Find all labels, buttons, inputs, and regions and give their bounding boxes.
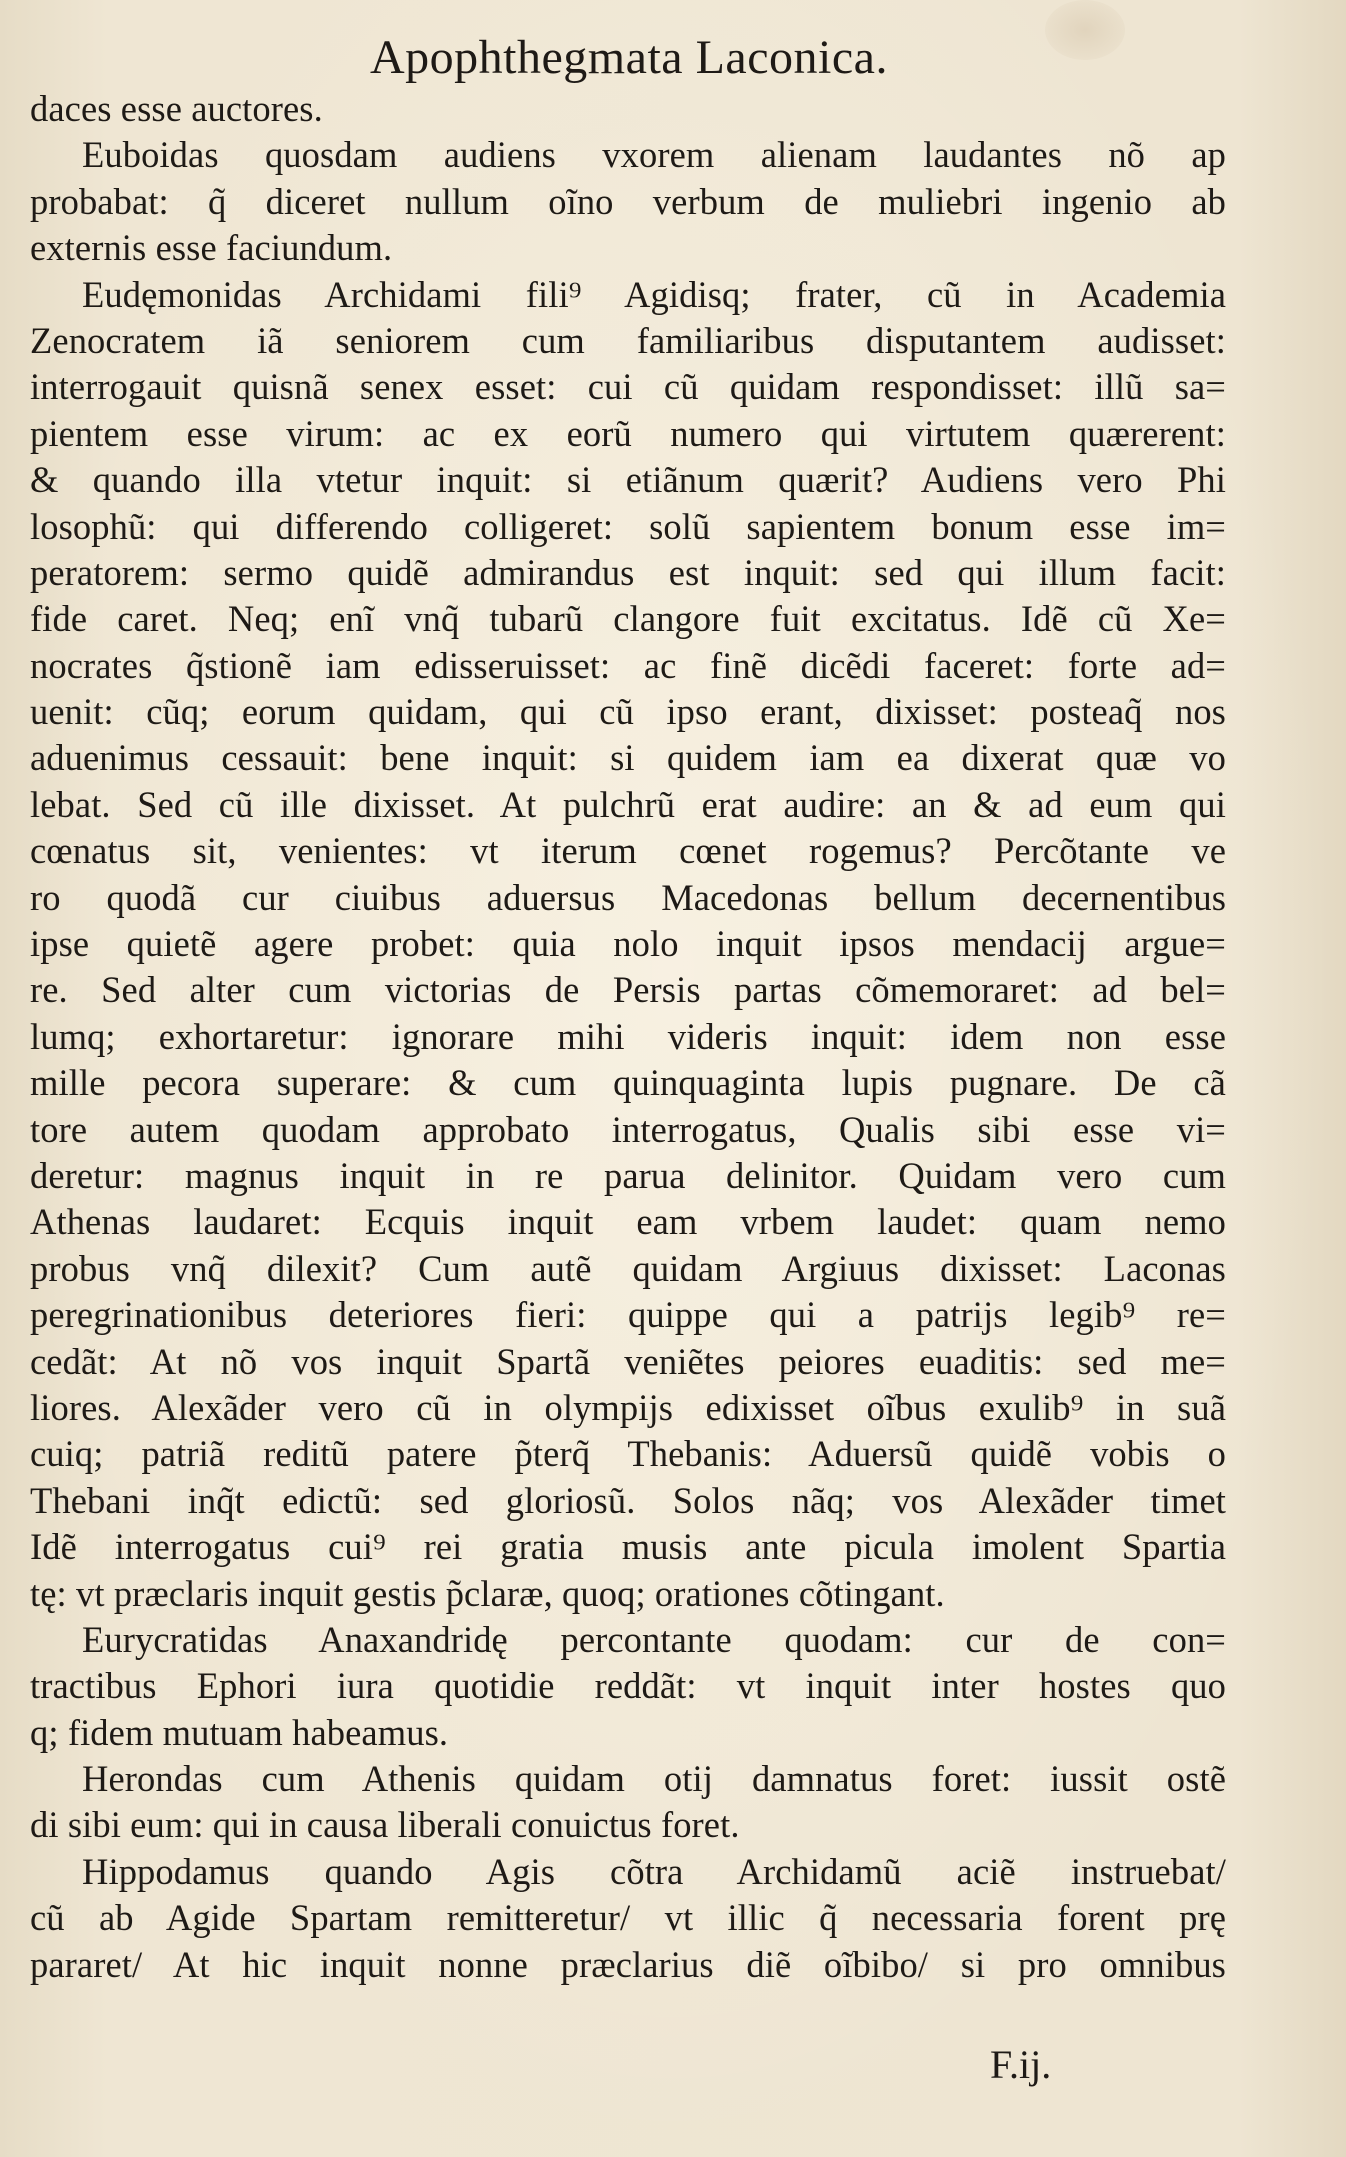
text-line: pientem esse virum: ac ex eorũ numero qui virtutem quærerent: <box>30 412 1226 454</box>
signature-mark: F.ij. <box>990 2042 1052 2087</box>
text-line: cœnatus sit, venientes: vt iterum cœnet rogemus? Percõtante ve <box>30 830 1226 872</box>
text-line: daces esse auctores. <box>30 88 323 129</box>
text-line: re. Sed alter cum victorias de Persis partas cõmemoraret: ad bel= <box>30 969 1226 1011</box>
text-line: externis esse faciundum. <box>30 227 393 269</box>
text-line: Herondas cum Athenis quidam otij damnatus foret: iussit ostẽ <box>82 1758 1226 1800</box>
running-head: Apophthegmata Laconica. <box>370 31 888 84</box>
text-line: Hippodamus quando Agis cõtra Archidamũ aciẽ instruebat/ <box>82 1850 1226 1892</box>
text-line: Thebani inq̃t edictũ: sed gloriosũ. Solos nãq; vos Alexãder timet <box>30 1479 1226 1521</box>
text-line: nocrates q̃stionẽ iam edisseruisset: ac finẽ dicẽdi faceret: forte ad= <box>30 644 1226 686</box>
text-line: Idẽ interrogatus cui⁹ rei gratia musis ante picula imolent Spartia <box>30 1526 1226 1568</box>
text-line: tore autem quodam approbato interrogatus, Qualis sibi esse vi= <box>30 1108 1226 1150</box>
text-line: liores. Alexãder vero cũ in olympijs edixisset oĩbus exulib⁹ in suã <box>30 1386 1226 1428</box>
text-line: tę: vt præclaris inquit gestis p̃claræ, quoq; orationes cõtingant. <box>30 1572 945 1614</box>
text-line: cuiq; patriã reditũ patere p̃terq̃ Thebanis: Aduersũ quidẽ vobis o <box>30 1433 1226 1475</box>
text-line: Athenas laudaret: Ecquis inquit eam vrbem laudet: quam nemo <box>30 1201 1226 1243</box>
paper-stain <box>1045 0 1125 60</box>
text-line: & quando illa vtetur inquit: si etiãnum quærit? Audiens vero Phi <box>30 459 1226 501</box>
text-line: q; fidem mutuam habeamus. <box>30 1711 449 1753</box>
text-line: tractibus Ephori iura quotidie reddãt: vt inquit inter hostes quo <box>30 1665 1226 1707</box>
text-line: Zenocratem iã seniorem cum familiaribus disputantem audisset: <box>30 319 1226 361</box>
text-line: fide caret. Neq; enĩ vnq̃ tubarũ clangore fuit excitatus. Idẽ cũ Xe= <box>30 598 1226 640</box>
text-line: interrogauit quisnã senex esset: cui cũ quidam respondisset: illũ sa= <box>30 366 1226 408</box>
text-line: Euboidas quosdam audiens vxorem alienam laudantes nõ ap <box>82 134 1226 176</box>
text-line: pararet/ At hic inquit nonne præclarius diẽ oĩbibo/ si pro omnibus <box>30 1943 1226 1985</box>
text-line: peratorem: sermo quidẽ admirandus est inquit: sed qui illum facit: <box>30 551 1226 593</box>
text-line: cedãt: At nõ vos inquit Spartã veniẽtes peiores euaditis: sed me= <box>30 1340 1226 1382</box>
text-line: deretur: magnus inquit in re parua delinitor. Quidam vero cum <box>30 1154 1226 1196</box>
text-line: Eudęmonidas Archidami fili⁹ Agidisq; frater, cũ in Academia <box>82 273 1226 315</box>
text-line: lumq; exhortaretur: ignorare mihi videris inquit: idem non esse <box>30 1015 1226 1057</box>
text-line: losophũ: qui differendo colligeret: solũ sapientem bonum esse im= <box>30 505 1226 547</box>
text-line: di sibi eum: qui in causa liberali conuictus foret. <box>30 1804 740 1846</box>
text-line: probus vnq̃ dilexit? Cum autẽ quidam Argiuus dixisset: Laconas <box>30 1247 1226 1289</box>
text-line: cũ ab Agide Spartam remitteretur/ vt illic q̃ necessaria forent prę <box>30 1897 1226 1939</box>
text-line: peregrinationibus deteriores fieri: quippe qui a patrijs legib⁹ re= <box>30 1294 1226 1336</box>
text-line: ro quodã cur ciuibus aduersus Macedonas bellum decernentibus <box>30 876 1226 918</box>
text-line: aduenimus cessauit: bene inquit: si quidem iam ea dixerat quæ vo <box>30 737 1226 779</box>
text-line: mille pecora superare: & cum quinquaginta lupis pugnare. De cã <box>30 1062 1226 1104</box>
text-line: uenit: cũq; eorum quidam, qui cũ ipso erant, dixisset: posteaq̃ nos <box>30 691 1226 733</box>
text-line: lebat. Sed cũ ille dixisset. At pulchrũ erat audire: an & ad eum qui <box>30 783 1226 825</box>
body-text <box>30 86 1226 1988</box>
text-line: Eurycratidas Anaxandridę percontante quodam: cur de con= <box>82 1618 1226 1660</box>
text-line: ipse quietẽ agere probet: quia nolo inquit ipsos mendacij argue= <box>30 923 1226 965</box>
text-line: probabat: q̃ diceret nullum oĩno verbum de muliebri ingenio ab <box>30 180 1226 222</box>
